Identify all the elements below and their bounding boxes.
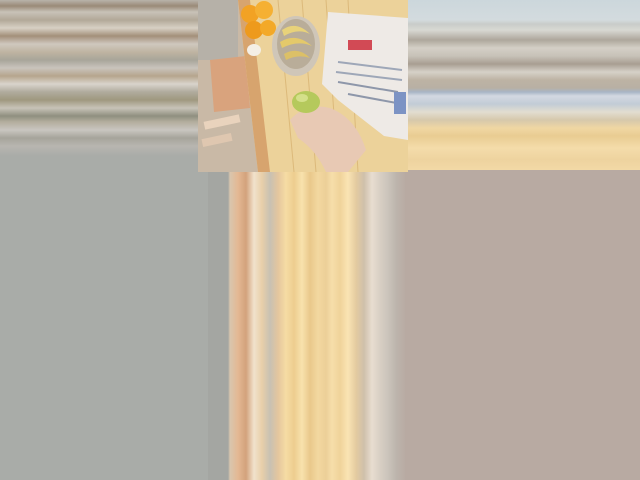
orange-fruit [255,1,273,19]
green-fruit-highlight [296,94,308,102]
wall-corner [198,0,238,60]
newspaper-photo [394,92,406,114]
orange-fruit [260,20,276,36]
newspaper-red-headline [348,40,372,50]
stretched-edge-bottom-right [406,170,640,480]
green-fruit [292,91,320,113]
stretched-edge-top-right [406,0,640,170]
chair-seat [210,56,250,112]
stretched-edge-bottom [208,170,406,480]
photo-canvas [198,0,408,172]
garlic [247,44,261,56]
stretched-edge-top-left [0,0,208,172]
kitchen-table-photo [198,0,408,172]
